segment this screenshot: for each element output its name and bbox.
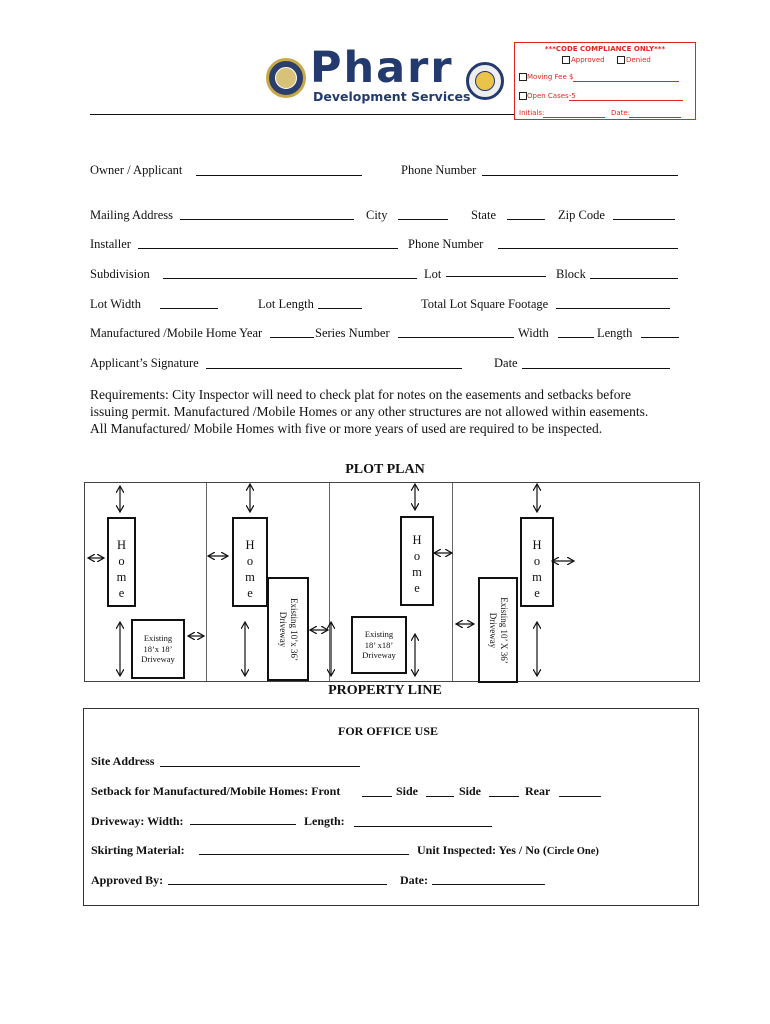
unit-inspected-text: Unit Inspected: Yes / No ( — [417, 843, 547, 857]
state-label: State — [471, 208, 496, 222]
setback-side2-field[interactable] — [489, 796, 519, 797]
lot-width-label: Lot Width — [90, 297, 142, 311]
mailing-label: Mailing Address — [90, 208, 173, 222]
subdivision-label: Subdivision — [90, 267, 150, 281]
block-label: Block — [556, 267, 586, 281]
office-use-box — [83, 708, 699, 906]
setback-rear-field[interactable] — [559, 796, 601, 797]
office-date-label: Date: — [400, 873, 428, 887]
skirting-label: Skirting Material: — [91, 843, 185, 857]
circle-one-text: Circle One) — [546, 846, 599, 857]
driveway-4: Existing 10’ X 36’ Driveway — [478, 577, 518, 683]
approved-by-label: Approved By: — [91, 873, 164, 887]
initials-label: Initials: — [519, 109, 545, 117]
logo-title: Pharr — [310, 43, 454, 93]
plot-plan-title: PLOT PLAN — [345, 462, 425, 477]
driveway-3: Existing 18’ x18’ Driveway — [351, 616, 407, 674]
unit-inspected-label — [417, 843, 599, 858]
owner-label: Owner / Applicant — [90, 163, 183, 177]
open-cases-label: Open Cases-5 — [527, 92, 576, 100]
office-title: FOR OFFICE USE — [338, 724, 439, 738]
home-3: H o m e — [400, 516, 434, 606]
driveway-2: Existing 10’x 36’ Driveway — [267, 577, 309, 681]
driveway-width-field[interactable] — [190, 824, 296, 825]
date-label: Date — [494, 356, 518, 370]
driveway-width-label: Driveway: Width: — [91, 814, 184, 828]
lot-label: Lot — [424, 267, 442, 281]
home-1: H o m e — [107, 517, 136, 607]
requirements-line-3: All Manufactured/ Mobile Homes with five or more years of used are required to be inspected. — [90, 421, 603, 436]
lot-length-label: Lot Length — [258, 297, 314, 311]
series-label: Series Number — [315, 326, 390, 340]
zip-label: Zip Code — [558, 208, 605, 222]
home-2: H o m e — [232, 517, 268, 607]
compliance-date-label: Date: — [611, 109, 631, 117]
denied-label: Denied — [626, 56, 651, 64]
phone1-label: Phone Number — [401, 163, 477, 177]
requirements-line-2: issuing permit. Manufactured /Mobile Homes or any other structures are not allowed within easements. — [90, 404, 649, 419]
driveway-1: Existing 18’x 18’ Driveway — [131, 619, 185, 679]
moving-fee-label: Moving Fee $ — [527, 73, 574, 81]
setback-side1-field[interactable] — [426, 796, 454, 797]
office-date-field[interactable] — [432, 884, 545, 885]
compliance-title: ***CODE COMPLIANCE ONLY*** — [544, 45, 666, 53]
skirting-field[interactable] — [199, 854, 409, 855]
driveway-length-field[interactable] — [354, 826, 492, 827]
site-address-field[interactable] — [160, 766, 360, 767]
property-line-label: PROPERTY LINE — [328, 683, 442, 698]
mh-year-label: Manufactured /Mobile Home Year — [90, 326, 263, 340]
approved-label: Approved — [571, 56, 605, 64]
setback-front-field[interactable] — [362, 796, 392, 797]
logo-subtitle: Development Services — [313, 89, 471, 104]
approved-by-field[interactable] — [168, 884, 387, 885]
signature-label: Applicant’s Signature — [90, 356, 199, 370]
phone2-label: Phone Number — [408, 237, 484, 251]
requirements-line-1: Requirements: City Inspector will need to check plat for notes on the easements and setbacks before — [90, 387, 631, 402]
driveway-length-label: Length: — [304, 814, 345, 828]
setback-side1-label: Side — [396, 784, 419, 798]
city-label: City — [366, 208, 388, 222]
setback-side2-label: Side — [459, 784, 482, 798]
site-address-label: Site Address — [91, 754, 155, 768]
home-4: H o m e — [520, 517, 554, 607]
installer-label: Installer — [90, 237, 131, 251]
width-label: Width — [518, 326, 549, 340]
setback-front-label: Setback for Manufactured/Mobile Homes: Front — [91, 784, 341, 798]
total-sqft-label: Total Lot Square Footage — [421, 297, 549, 311]
length-label: Length — [597, 326, 633, 340]
setback-rear-label: Rear — [525, 784, 551, 798]
